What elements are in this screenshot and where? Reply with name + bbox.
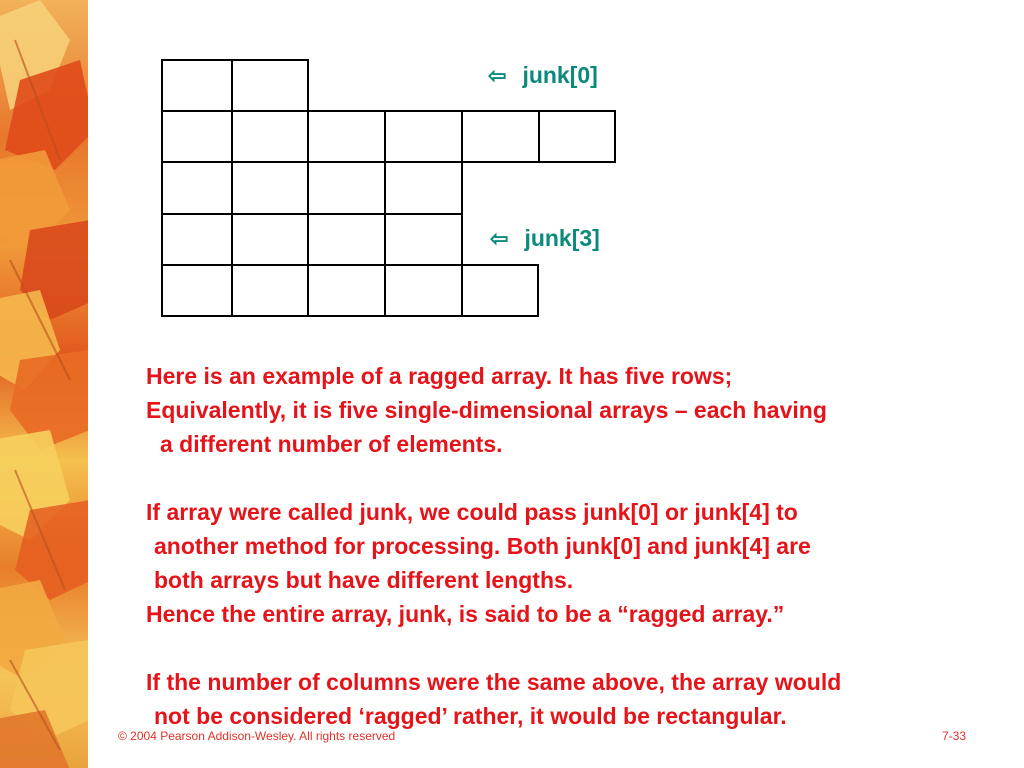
paragraph3-line1: If the number of columns were the same above, the array would <box>146 669 842 695</box>
array-cell <box>231 161 309 215</box>
array-cell <box>384 213 463 266</box>
array-cell <box>461 264 539 317</box>
pointer-label: junk[0] <box>522 62 598 88</box>
paragraph2-line3: both arrays but have different lengths. <box>154 567 574 593</box>
pointer-label: junk[3] <box>524 225 600 251</box>
array-cell <box>384 110 463 163</box>
paragraph1-line2: Equivalently, it is five single-dimensional arrays – each having <box>146 397 827 423</box>
paragraph3-line2: not be considered ‘ragged’ rather, it would be rectangular. <box>154 703 787 729</box>
array-cell <box>307 213 386 266</box>
paragraph2-line2: another method for processing. Both junk[0] and junk[4] are <box>154 533 811 559</box>
pointer-junk-3 <box>490 225 600 252</box>
array-cell <box>461 110 540 163</box>
array-cell <box>307 264 386 317</box>
paragraph-gap <box>146 461 841 495</box>
array-cell <box>231 264 309 317</box>
array-cell <box>307 110 386 163</box>
footer-page-number: 7-33 <box>942 729 967 743</box>
array-cell <box>538 110 616 163</box>
autumn-leaves-decoration <box>0 0 88 768</box>
paragraph1-line3: a different number of elements. <box>160 431 503 457</box>
array-cell <box>161 59 233 112</box>
array-cell <box>161 264 233 317</box>
array-cell <box>231 59 309 112</box>
array-cell <box>161 161 233 215</box>
pointer-junk-0 <box>488 62 598 89</box>
left-arrow-icon: ⇦ <box>488 63 507 88</box>
left-arrow-icon: ⇦ <box>490 226 509 251</box>
paragraph2-line1: If array were called junk, we could pass junk[0] or junk[4] to <box>146 499 798 525</box>
paragraph2-line4: Hence the entire array, junk, is said to be a “ragged array.” <box>146 601 785 627</box>
array-cell <box>384 161 463 215</box>
slide-body-text <box>146 359 841 733</box>
footer-copyright: © 2004 Pearson Addison-Wesley. All rights reserved <box>118 729 396 743</box>
array-cell <box>161 110 233 163</box>
paragraph1-line1: Here is an example of a ragged array. It has five rows; <box>146 363 733 389</box>
array-cell <box>161 213 233 266</box>
array-cell <box>307 161 386 215</box>
paragraph-gap <box>146 631 841 665</box>
array-cell <box>231 213 309 266</box>
array-cell <box>384 264 463 317</box>
array-cell <box>231 110 309 163</box>
